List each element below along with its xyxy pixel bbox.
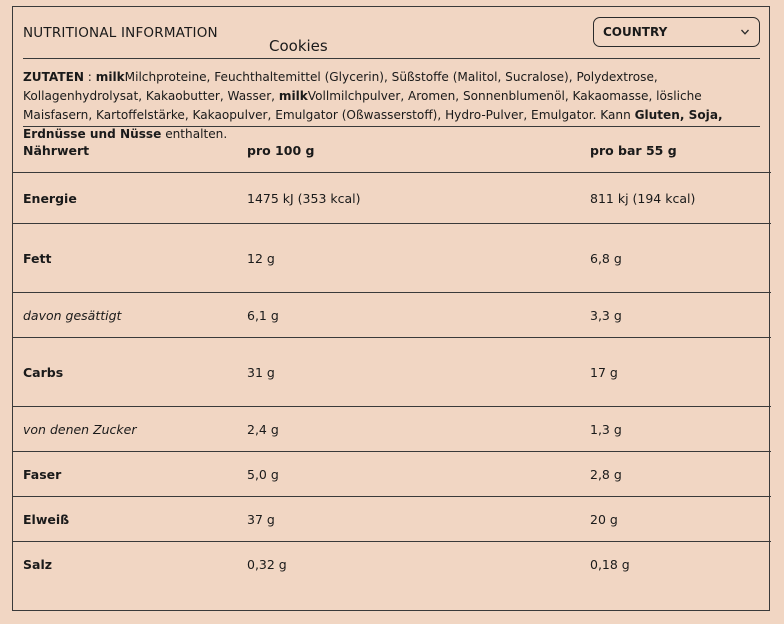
nutrient-name: Carbs [23,365,64,380]
panel-header [13,7,769,58]
nutrient-name: Energie [23,191,77,206]
column-header: Nährwert [23,143,90,158]
row-divider [13,496,771,497]
allergen-list: Gluten, Soja, Erdnüsse und Nüsse [23,108,723,141]
value-per-bar: 1,3 g [590,422,622,437]
country-select-label: COUNTRY [603,25,668,39]
value-per-100g: 31 g [247,365,275,380]
value-per-bar: 3,3 g [590,308,622,323]
row-divider [13,172,771,173]
milk-allergen: milk [95,70,125,84]
value-per-bar: 17 g [590,365,618,380]
column-header: pro 100 g [247,143,315,158]
value-per-100g: 6,1 g [247,308,279,323]
value-per-100g: 1475 kJ (353 kcal) [247,191,361,206]
row-divider [13,406,771,407]
nutrient-name: Salz [23,557,52,572]
value-per-bar: 6,8 g [590,251,622,266]
nutrient-name: von denen Zucker [23,422,137,437]
value-per-100g: 37 g [247,512,275,527]
chevron-down-icon [740,27,750,37]
nutrient-name: Elweiß [23,512,70,527]
row-divider [13,223,771,224]
header-divider [23,58,760,59]
country-select[interactable] [593,17,760,47]
ingredients-divider [23,126,760,127]
ingredients-part: Vollmilchpulver, Aromen, Sonnenblumenöl, Kakaomasse, lösliche Maisfasern, Kartoffelstärke, Kakaopulver, Emulgator (Oßwasserstoff), Hydro-Pulver, Emulgator. Kann [23,89,702,122]
row-divider [13,451,771,452]
nutrient-name: Fett [23,251,52,266]
ingredients-part: enthalten. [161,127,228,141]
row-divider [13,337,771,338]
ingredients-part: Milchproteine, Feuchthaltemittel (Glycerin), Süßstoffe (Malitol, Sucralose), Polydextrose, Kollagenhydrolysat, Kakaobutter, Wasser, [23,70,658,103]
value-per-100g: 0,32 g [247,557,287,572]
nutrition-panel [12,6,770,611]
value-per-100g: 5,0 g [247,467,279,482]
product-name: Cookies [269,37,328,55]
value-per-bar: 20 g [590,512,618,527]
nutrient-name: Faser [23,467,62,482]
value-per-100g: 12 g [247,251,275,266]
row-divider [13,541,771,542]
ingredients-label: ZUTATEN [23,70,84,84]
panel-title: NUTRITIONAL INFORMATION [23,25,218,41]
nutrient-name: davon gesättigt [23,308,122,323]
ingredients-text [23,68,763,144]
value-per-bar: 811 kj (194 kcal) [590,191,696,206]
column-header: pro bar 55 g [590,143,677,158]
value-per-bar: 0,18 g [590,557,630,572]
ingredients-separator: : [83,70,96,84]
value-per-bar: 2,8 g [590,467,622,482]
value-per-100g: 2,4 g [247,422,279,437]
row-divider [13,292,771,293]
milk-allergen: milk [278,89,308,103]
